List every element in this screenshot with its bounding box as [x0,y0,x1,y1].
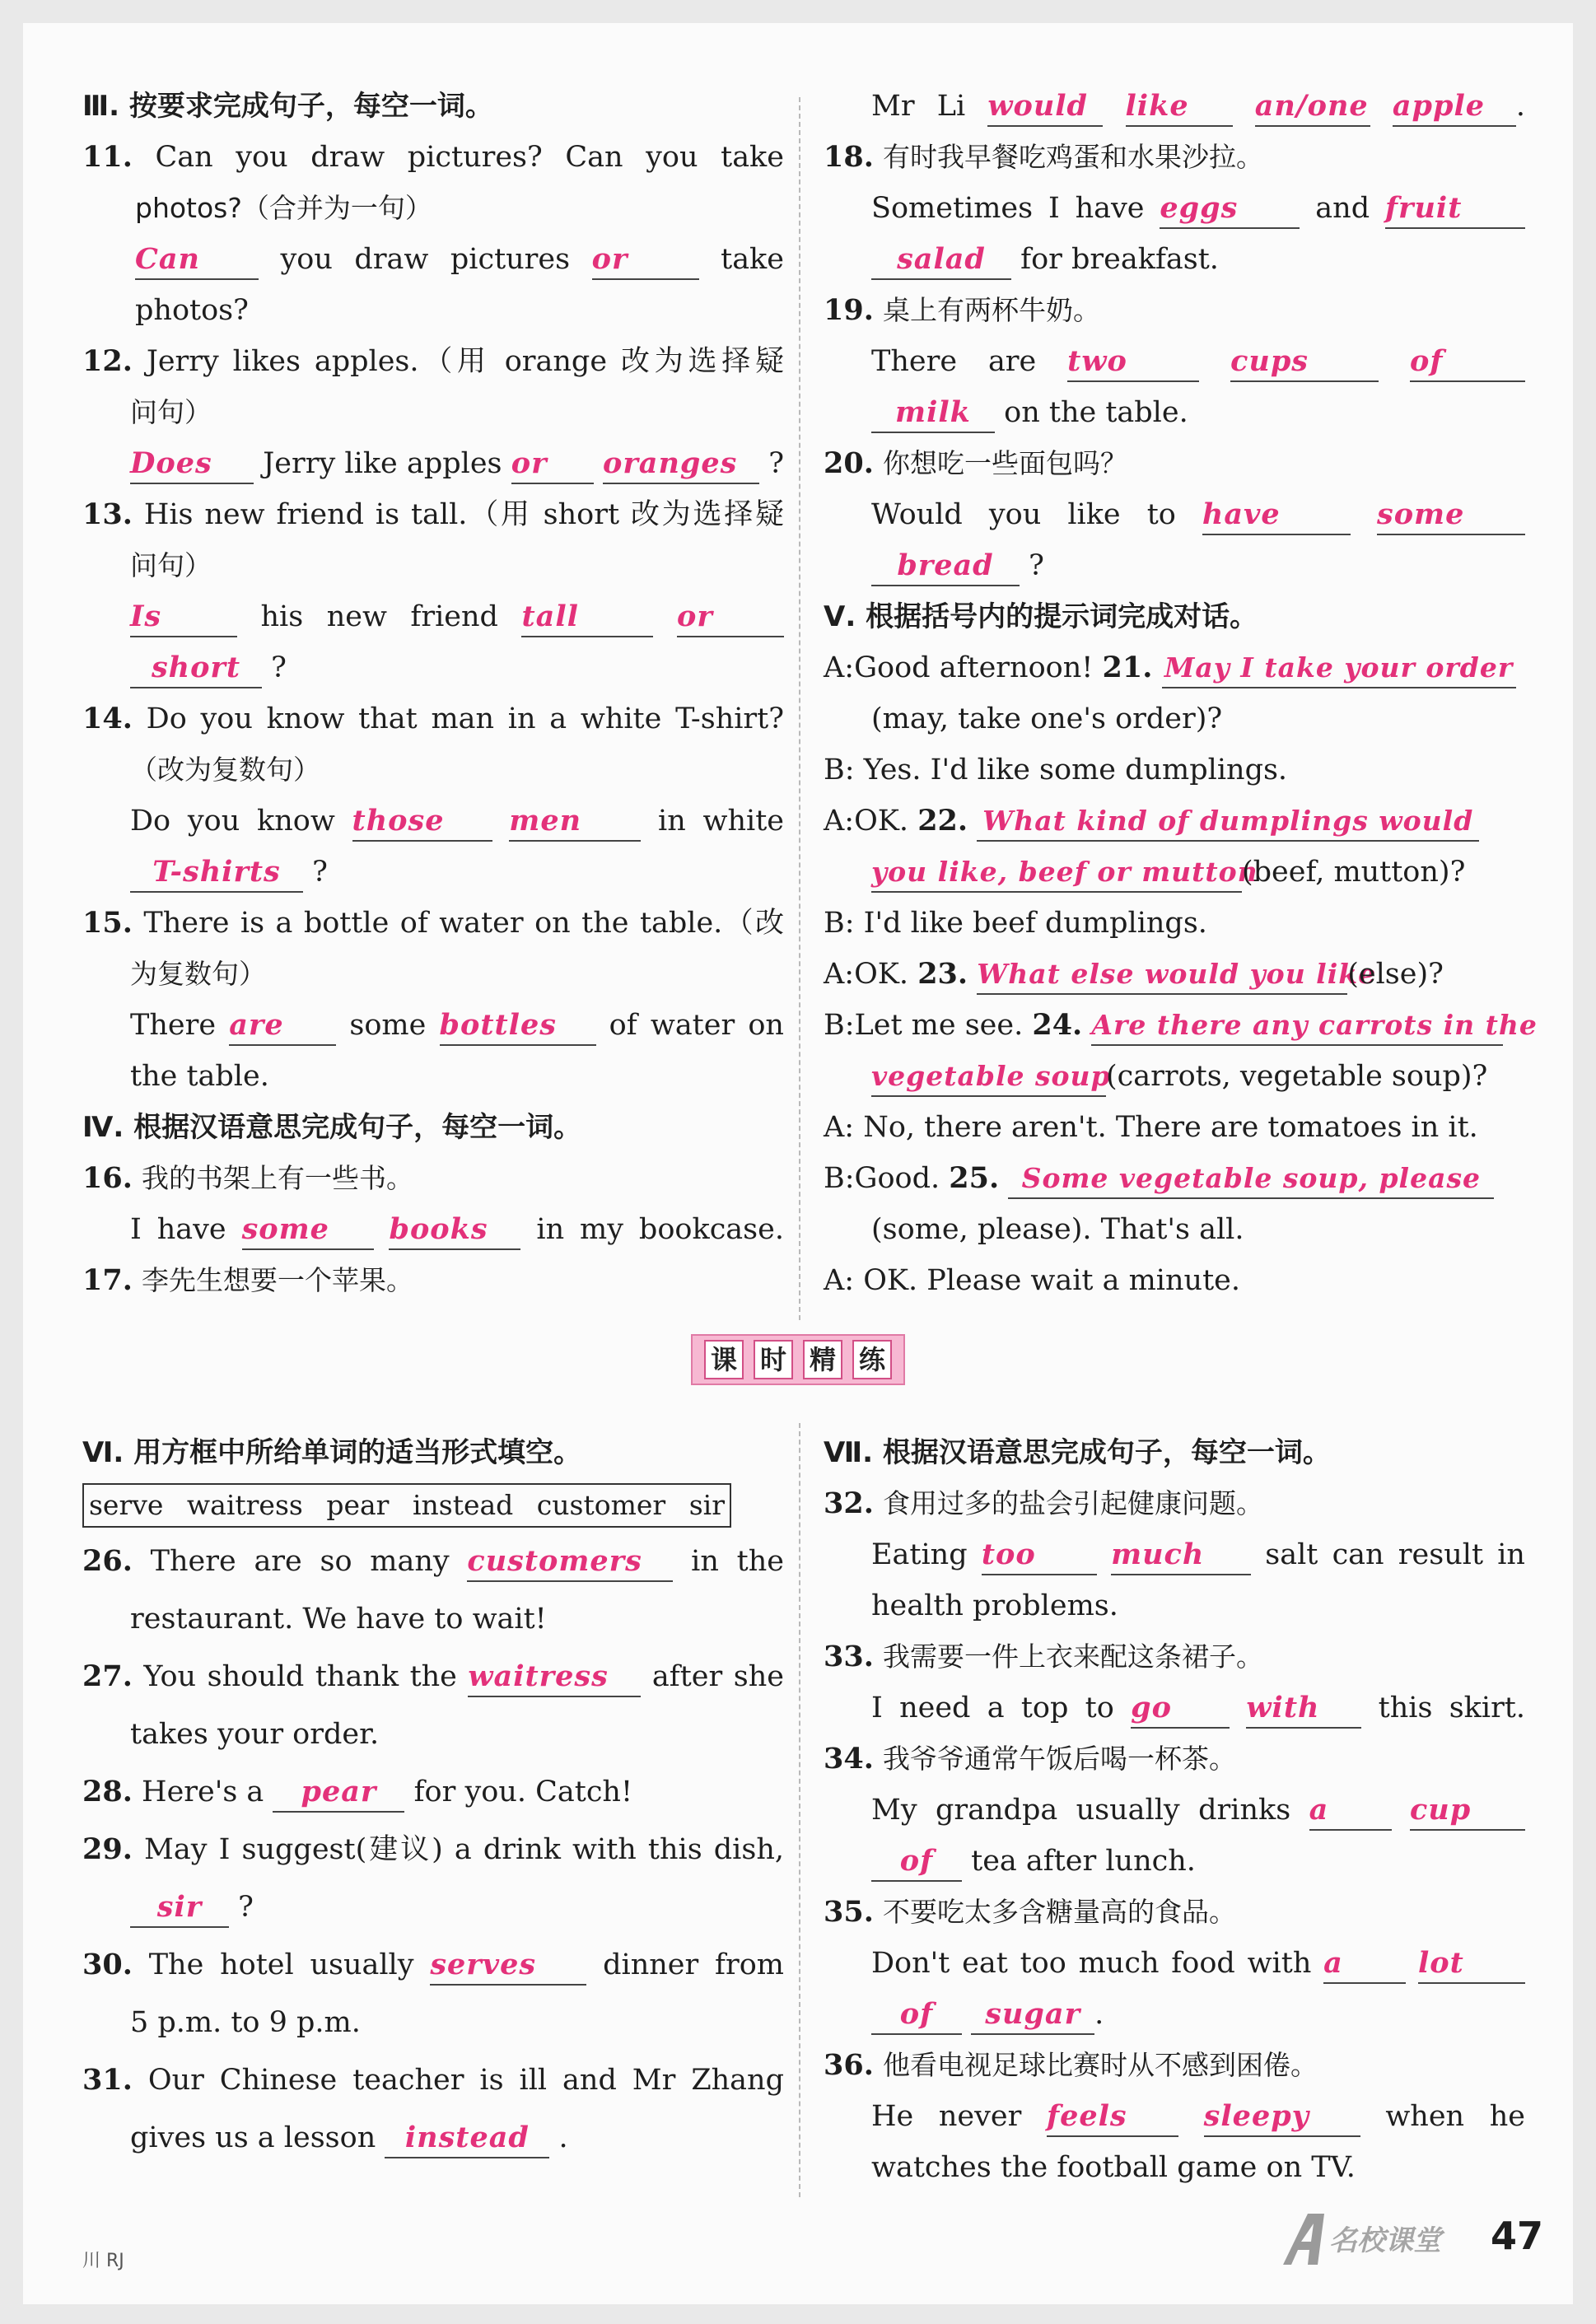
q15-line2: 为复数句） [130,958,266,990]
dialog-line-11: B:Good. 25. Some vegetable soup, please [824,1153,1525,1204]
q33-line2: I need a top to go with this skirt. [824,1682,1525,1734]
section-7-title: Ⅶ. 根据汉语意思完成句子，每空一词。 [824,1436,1331,1469]
q15-line3: There are some bottles of water on [82,1000,784,1051]
q18-line2: Sometimes I have eggs and fruit [824,183,1525,234]
answer-blank[interactable]: are [229,1006,336,1046]
q34-line1: 34. 我爷爷通常午饭后喝一杯茶。 [824,1742,1237,1776]
q19-line3: milk on the table. [824,387,1525,438]
answer-blank[interactable]: Some vegetable soup, please [1008,1160,1494,1199]
answer-blank[interactable]: of [1410,343,1525,382]
q27-line2: takes your order. [130,1718,380,1751]
q18-line1: 18. 有时我早餐吃鸡蛋和水果沙拉。 [824,140,1264,174]
word-box [82,1483,731,1528]
answer-blank[interactable]: instead [385,2119,549,2158]
q35-line2: Don't eat too much food with a lot [824,1938,1525,1989]
q16-line2: I have some books in my bookcase. [82,1204,784,1255]
q33-line1: 33. 我需要一件上衣来配这条裙子。 [824,1640,1264,1673]
answer-blank[interactable]: or [592,240,699,280]
answer-blank[interactable]: eggs [1160,189,1300,229]
q36-line2: He never feels sleepy when he [824,2091,1525,2142]
q36-line3: watches the football game on TV. [871,2151,1356,2184]
answer-blank[interactable]: Does [130,445,254,484]
banner-char: 时 [754,1340,793,1379]
answer-blank[interactable]: cup [1410,1791,1525,1831]
q19-line2: There are two cups of [824,336,1525,387]
word-box-item: customer [536,1489,666,1521]
word-box-item: instead [412,1489,514,1521]
dialog-line-3: B: Yes. I'd like some dumplings. [824,754,1288,786]
dialog-line-6: B: I'd like beef dumplings. [824,907,1207,940]
dialog-line-2: (may, take one's order)? [871,702,1223,735]
section-6-title: Ⅵ. 用方框中所给单词的适当形式填空。 [82,1436,582,1469]
q12-line1: 12. Jerry likes apples.（用 orange 改为选择疑 [82,344,784,378]
q15-line1: 15. There is a bottle of water on the table.（改 [82,906,784,940]
word-box-item: serve [89,1489,164,1521]
answer-blank[interactable]: customers [467,1542,673,1582]
answer-blank[interactable]: those [352,802,492,842]
q16-line1: 16. 我的书架上有一些书。 [82,1161,414,1195]
answer-blank[interactable]: Are there any carrots in the [1091,1006,1503,1046]
answer-blank[interactable]: apple [1393,87,1516,127]
q19-line1: 19. 桌上有两杯牛奶。 [824,293,1101,327]
section-3-title: Ⅲ. 按要求完成句子，每空一词。 [82,90,493,123]
answer-blank[interactable]: bread [871,547,1020,586]
q34-line2: My grandpa usually drinks a cup [824,1785,1525,1836]
banner-box [691,1334,905,1385]
answer-blank[interactable]: cups [1230,343,1379,382]
answer-blank[interactable]: some [242,1211,374,1250]
answer-blank[interactable]: bottles [440,1006,596,1046]
answer-blank[interactable]: waitress [468,1658,641,1697]
answer-blank[interactable]: serves [430,1946,586,1986]
answer-blank[interactable]: pear [273,1773,404,1813]
q30-line2: 5 p.m. to 9 p.m. [130,2006,361,2039]
answer-blank[interactable]: or [677,598,784,637]
q11-line4: photos? [135,294,249,327]
answer-blank[interactable]: much [1111,1536,1251,1575]
q27-line1: 27. You should thank the waitress after she [82,1648,784,1706]
q14-line3: Do you know those men in white [82,796,784,847]
answer-blank[interactable]: fruit [1385,189,1525,229]
answer-blank[interactable]: a [1309,1791,1392,1831]
answer-blank[interactable]: short [130,649,262,688]
q15-line4: the table. [130,1060,269,1093]
q29-line2: sir ? [82,1878,784,1936]
q30-line1: 30. The hotel usually serves dinner from [82,1936,784,1994]
answer-blank[interactable]: of [871,1995,962,2035]
logo-text: 名校课堂 [1329,2224,1441,2257]
answer-blank[interactable]: What kind of dumplings would [977,802,1479,842]
q31-line2: gives us a lesson instead . [82,2109,784,2167]
q26-line1: 26. There are so many customers in the [82,1533,784,1590]
answer-blank[interactable]: milk [871,394,995,433]
answer-blank[interactable]: sugar [971,1995,1094,2035]
answer-blank[interactable]: Can [135,240,259,280]
q35-line1: 35. 不要吃太多含糖量高的食品。 [824,1895,1237,1929]
lesson-practice-banner [23,1334,1573,1385]
q20-line1: 20. 你想吃一些面包吗？ [824,446,1128,480]
dialog-line-5: you like, beef or mutton(beef, mutton)? [824,847,1525,898]
answer-blank[interactable]: Is [130,598,237,637]
q18-line3: salad for breakfast. [824,234,1525,285]
page-number: 47 [1491,2214,1544,2258]
q28-line1: 28. Here's a pear for you. Catch! [82,1763,784,1821]
answer-blank[interactable]: go [1131,1689,1230,1729]
answer-blank[interactable]: vegetable soup [871,1057,1106,1097]
worksheet-page [23,23,1573,2304]
q13-line2: 问句） [130,549,212,581]
dialog-line-8: B:Let me see. 24. Are there any carrots in the [824,1000,1525,1051]
answer-blank[interactable]: lot [1418,1944,1525,1984]
logo-a-icon [1275,2207,1489,2273]
q20-line3: bread ? [824,540,1525,591]
answer-blank[interactable]: sir [130,1888,229,1928]
answer-blank[interactable]: books [389,1211,520,1250]
word-box-item: sir [688,1489,725,1521]
answer-blank[interactable]: T-shirts [130,853,303,893]
q31-line1: 31. Our Chinese teacher is ill and Mr Zhang [82,2063,784,2097]
q13-line4: short ? [82,642,784,693]
right-column-bottom [824,1427,1525,2193]
left-column-bottom [82,1427,784,2167]
answer-blank[interactable]: like [1126,87,1233,127]
answer-blank[interactable]: too [982,1536,1097,1575]
dialog-line-9: vegetable soup(carrots, vegetable soup)? [824,1051,1525,1102]
word-box-item: waitress [186,1489,303,1521]
q12-line3: Does Jerry like apples or oranges ? [82,438,784,489]
section-4-title: Ⅳ. 根据汉语意思完成句子，每空一词。 [82,1111,582,1144]
q35-line3: of sugar . [824,1989,1525,2040]
q20-line2: Would you like to have some [824,489,1525,540]
q32-line1: 32. 食用过多的盐会引起健康问题。 [824,1486,1264,1520]
q26-line2: restaurant. We have to wait! [130,1603,547,1636]
edition-code: 川 RJ [82,2251,124,2271]
right-column-top [824,81,1538,1306]
answer-blank[interactable]: tall [521,598,653,637]
q36-line1: 36. 他看电视足球比赛时从不感到困倦。 [824,2048,1318,2082]
answer-blank[interactable]: oranges [603,445,759,484]
dialog-line-7: A:OK. 23. What else would you like(else)? [824,949,1525,1000]
q17-line2: Mr Li would like an/one apple . [824,81,1525,132]
column-divider [799,1423,800,2197]
answer-blank[interactable]: would [987,87,1103,127]
answer-blank[interactable]: What else would you like [977,955,1347,995]
dialog-line-1: A:Good afternoon! 21. May I take your order [824,642,1525,693]
answer-blank[interactable]: sleepy [1204,2098,1360,2137]
answer-blank[interactable]: men [509,802,641,842]
answer-blank[interactable]: of [871,1842,962,1882]
q32-line3: health problems. [871,1589,1118,1622]
q12-line2: 问句） [130,396,212,428]
q13-line1: 13. His new friend is tall.（用 short 改为选择疑 [82,497,784,531]
dialog-line-12: (some, please). That's all. [871,1213,1244,1246]
answer-blank[interactable]: salad [871,240,1011,280]
q14-line4: T-shirts ? [82,847,784,898]
q13-line3: Is his new friend tall or [82,591,784,642]
answer-blank[interactable]: feels [1047,2098,1178,2137]
q34-line3: of tea after lunch. [824,1836,1525,1887]
section-5-title: Ⅴ. 根据括号内的提示词完成对话。 [824,600,1258,633]
column-divider [799,97,800,1320]
dialog-line-13: A: OK. Please wait a minute. [824,1264,1240,1297]
answer-blank[interactable]: May I take your order [1162,649,1516,688]
answer-blank[interactable]: you like, beef or mutton [871,853,1242,893]
q14-line2: （改为复数句） [130,754,320,786]
q17-line1: 17. 李先生想要一个苹果。 [82,1263,414,1297]
dialog-line-10: A: No, there aren't. There are tomatoes in it. [824,1111,1478,1144]
q32-line2: Eating too much salt can result in [824,1529,1525,1580]
banner-char: 练 [852,1340,892,1379]
q11-line2: photos?（合并为一句） [135,192,432,224]
q29-line1: 29. May I suggest(建议) a drink with this dish, [82,1832,784,1866]
banner-char: 课 [704,1340,744,1379]
banner-char: 精 [803,1340,842,1379]
q11-line1: 11. Can you draw pictures? Can you take [82,140,784,174]
answer-blank[interactable]: with [1246,1689,1361,1729]
word-box-item: pear [326,1489,390,1521]
dialog-line-4: A:OK. 22. What kind of dumplings would [824,796,1525,847]
q11-line3: Can you draw pictures or take [82,234,784,285]
answer-blank[interactable]: a [1323,1944,1406,1984]
answer-blank[interactable]: or [511,445,594,484]
q14-line1: 14. Do you know that man in a white T-shirt? [82,702,784,735]
answer-blank[interactable]: have [1202,496,1351,535]
left-column-top [82,81,784,1306]
publisher-logo [1275,2207,1489,2273]
answer-blank[interactable]: an/one [1255,87,1370,127]
answer-blank[interactable]: some [1377,496,1525,535]
answer-blank[interactable]: two [1067,343,1199,382]
